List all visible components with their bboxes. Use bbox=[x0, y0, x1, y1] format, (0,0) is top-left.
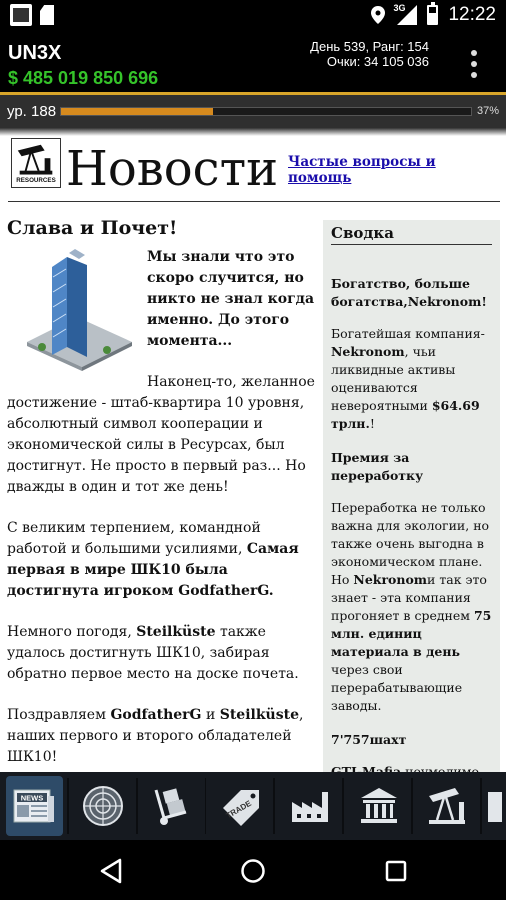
sidebar-heading: 7'757шахт bbox=[331, 732, 407, 747]
day-rank: День 539, Ранг: 154 bbox=[310, 39, 429, 54]
level-label: ур. 188 bbox=[7, 103, 57, 120]
factory-tab[interactable] bbox=[281, 776, 338, 836]
sidebar-heading: Богатство, больше богатства,Nekronom! bbox=[331, 276, 487, 309]
xp-progress-bar bbox=[60, 107, 472, 116]
back-icon[interactable] bbox=[99, 858, 123, 884]
news-tab[interactable] bbox=[6, 776, 63, 836]
android-nav-bar bbox=[0, 840, 506, 900]
sidebar-title: Сводка bbox=[331, 224, 492, 245]
sd-card-icon bbox=[40, 5, 54, 25]
news-icon bbox=[12, 786, 56, 826]
recent-apps-icon[interactable] bbox=[385, 860, 407, 882]
summary-sidebar bbox=[323, 220, 500, 780]
sidebar-text: Переработка не только важна для экологии, но также очень выгодна в экономическом плане. Но Nekronomи так это знает - эта компания прогоняет в среднем 75 млн. единиц материала в день через свои перерабатывающие заводы. bbox=[331, 500, 492, 713]
sidebar-heading: Премия за переработку bbox=[331, 450, 424, 483]
news-header bbox=[8, 138, 500, 202]
article-lead: Мы знали что это скоро случится, но никто не знал когда именно. До этого момента... bbox=[147, 249, 315, 349]
oil-pump-icon bbox=[425, 784, 469, 828]
level-bar bbox=[0, 95, 506, 128]
app-icon bbox=[10, 4, 32, 26]
article-heading: Слава и Почет! bbox=[7, 217, 178, 239]
faq-link[interactable]: Частые вопросы и помощь bbox=[288, 154, 436, 186]
factory-icon bbox=[288, 784, 332, 828]
article-paragraph: Немного погодя, Steilküste также удалось достигнуть ШК10, забирая обратно первое место на доске почета. bbox=[7, 624, 299, 682]
article bbox=[7, 218, 317, 788]
sidebar-text: Богатейшая компания-Nekronom, чьи ликвидные активы оцениваются невероятными $64.69 трлн.! bbox=[331, 326, 485, 431]
clock: 12:22 bbox=[448, 4, 496, 25]
article-paragraph: Поздравляем GodfatherG и Steilküste, наших первого и второго обладателей ШК10! bbox=[7, 707, 304, 765]
news-page[interactable] bbox=[0, 128, 506, 772]
bank-icon bbox=[357, 784, 401, 828]
battery-icon bbox=[427, 5, 438, 25]
bank-tab[interactable] bbox=[350, 776, 407, 836]
company-name: UN3X bbox=[8, 42, 62, 64]
toolbar-overflow-item[interactable] bbox=[488, 776, 506, 836]
xp-percent: 37% bbox=[476, 105, 499, 117]
page-title: Новости bbox=[66, 141, 279, 197]
trade-tab[interactable] bbox=[212, 776, 269, 836]
radar-tab[interactable] bbox=[75, 776, 132, 836]
overflow-menu-icon[interactable] bbox=[470, 50, 478, 78]
network-type: 3G bbox=[393, 3, 406, 13]
status-bar bbox=[0, 0, 506, 32]
points: Очки: 34 105 036 bbox=[326, 54, 429, 69]
home-icon[interactable] bbox=[240, 858, 266, 884]
trade-icon bbox=[219, 784, 263, 828]
transport-tab[interactable] bbox=[144, 776, 201, 836]
signal-icon bbox=[395, 5, 417, 25]
game-header bbox=[0, 32, 506, 92]
resources-logo bbox=[11, 138, 61, 188]
radar-icon bbox=[81, 784, 125, 828]
svg-text:NEWS: NEWS bbox=[21, 793, 44, 803]
xp-progress-fill bbox=[61, 108, 213, 115]
svg-text:TRADE: TRADE bbox=[224, 798, 253, 821]
location-icon bbox=[371, 6, 385, 24]
article-paragraph: Наконец-то, желанное достижение - штаб-квартира 10 уровня, абсолютный символ кооперации и экономической силы в Ресурсах, был достигнут. Не просто в первый раз... Но дважды в один и тот же день! bbox=[7, 374, 315, 495]
oil-pump-tab[interactable] bbox=[419, 776, 476, 836]
article-paragraph: С великим терпением, командной работой и большими усилиями, Самая первая в мире ШК10 была достигнута игроком GodfatherG. bbox=[7, 520, 299, 599]
bottom-toolbar bbox=[0, 772, 506, 840]
logo-text: RESOURCES bbox=[16, 177, 56, 185]
transport-icon bbox=[150, 784, 194, 828]
money-balance: $ 485 019 850 696 bbox=[8, 68, 159, 88]
skyscraper-image bbox=[7, 247, 137, 372]
